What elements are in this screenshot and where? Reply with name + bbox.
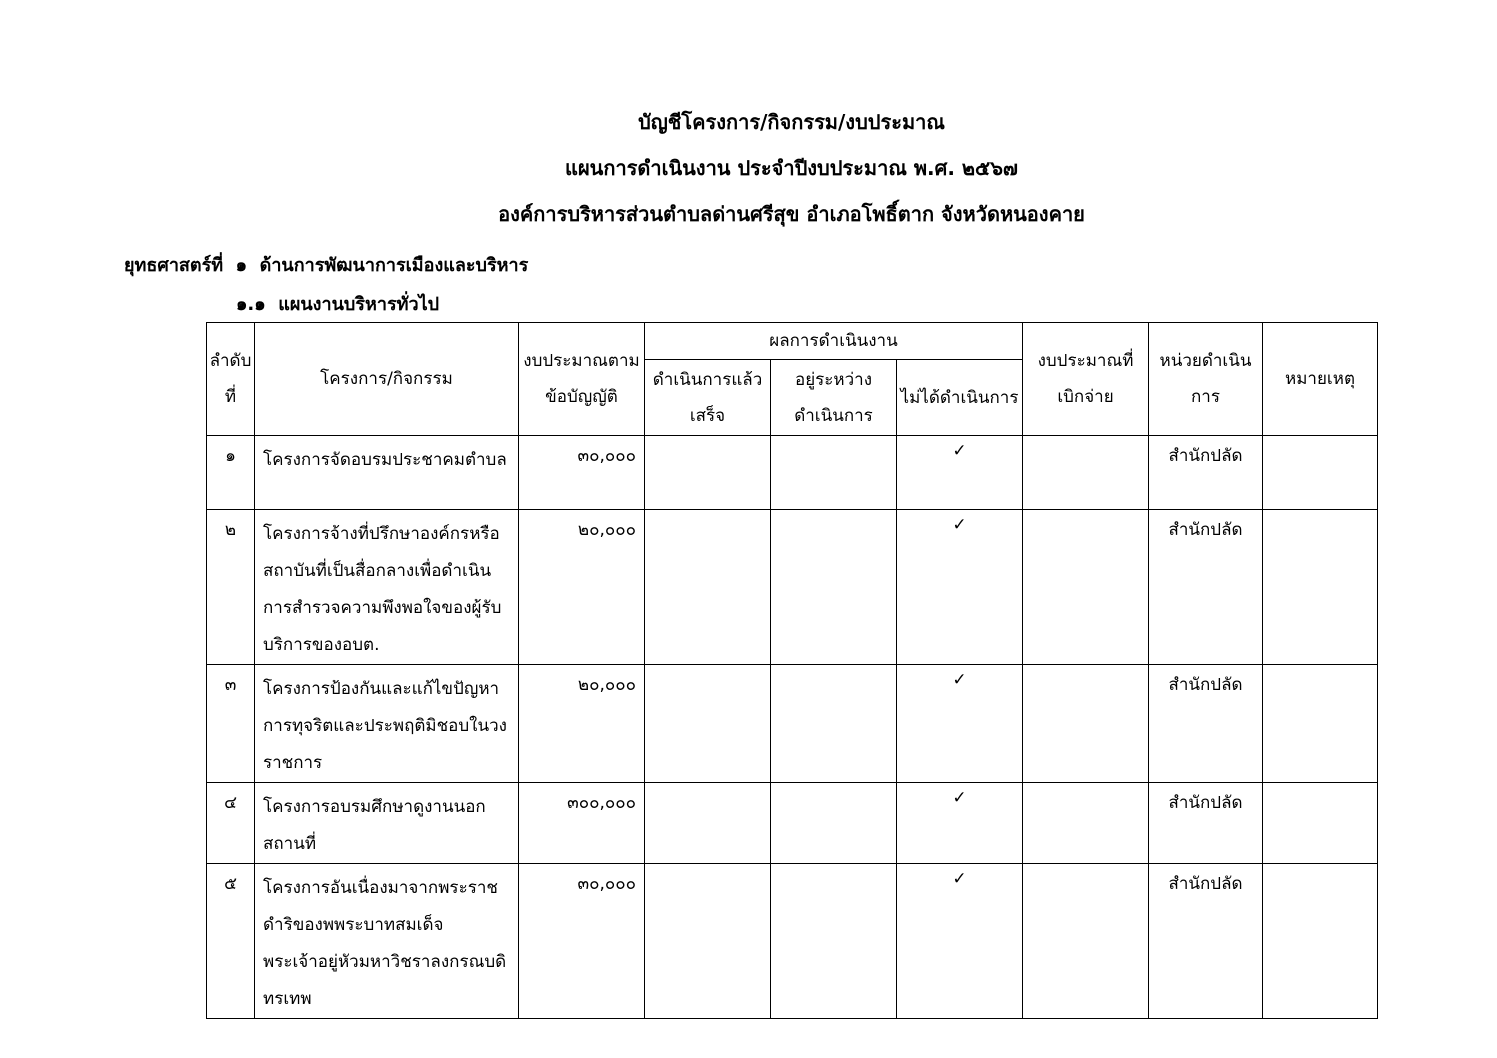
document-title-block	[0, 102, 1497, 240]
row-unit: สำนักปลัด	[1149, 783, 1263, 864]
title-line-1: บัญชีโครงการ/กิจกรรม/งบประมาณ	[638, 110, 945, 134]
header-budget: งบประมาณตามข้อบัญญัติ	[519, 323, 645, 436]
header-unit: หน่วยดำเนินการ	[1149, 323, 1263, 436]
check-mark-icon: ✓	[952, 788, 967, 808]
row-disbursed	[1023, 665, 1149, 783]
plan-heading: ๑.๑ แผนงานบริหารทั่วไป	[236, 294, 440, 315]
row-disbursed	[1023, 510, 1149, 665]
row-note	[1263, 510, 1378, 665]
row-project: โครงการจ้างที่ปรึกษาองค์กรหรือสถาบันที่เป็นสื่อกลางเพื่อดำเนินการสำรวจความพึงพอใจของผู้รับบริการของอบต.	[255, 510, 519, 665]
row-status-done	[645, 783, 771, 864]
check-mark-icon: ✓	[952, 670, 967, 690]
table-row	[207, 864, 1378, 1019]
row-budget: ๓๐,๐๐๐	[519, 436, 645, 510]
header-no: ลำดับที่	[207, 323, 255, 436]
header-not-done: ไม่ได้ดำเนินการ	[897, 360, 1023, 436]
row-project: โครงการป้องกันและแก้ไขปัญหาการทุจริตและประพฤติมิชอบในวงราชการ	[255, 665, 519, 783]
title-line-3: องค์การบริหารส่วนตำบลด่านศรีสุข อำเภอโพธิ์ตาก จังหวัดหนองคาย	[498, 202, 1085, 226]
row-project: โครงการอบรมศึกษาดูงานนอกสถานที่	[255, 783, 519, 864]
row-budget: ๓๐,๐๐๐	[519, 864, 645, 1019]
row-status-in-progress	[771, 665, 897, 783]
row-disbursed	[1023, 783, 1149, 864]
row-unit: สำนักปลัด	[1149, 864, 1263, 1019]
row-note	[1263, 665, 1378, 783]
table-row	[207, 783, 1378, 864]
row-status-done	[645, 665, 771, 783]
strategy-heading: ยุทธศาสตร์ที่ ๑ ด้านการพัฒนาการเมืองและบริหาร	[124, 255, 529, 276]
row-status-not-done	[897, 783, 1023, 864]
row-budget: ๒๐,๐๐๐	[519, 665, 645, 783]
header-note: หมายเหตุ	[1263, 323, 1378, 436]
row-status-done	[645, 864, 771, 1019]
row-disbursed	[1023, 864, 1149, 1019]
row-number: ๑	[207, 436, 255, 510]
check-mark-icon: ✓	[952, 441, 967, 461]
row-number: ๒	[207, 510, 255, 665]
row-note	[1263, 436, 1378, 510]
row-budget: ๒๐,๐๐๐	[519, 510, 645, 665]
table-row	[207, 665, 1378, 783]
row-status-not-done	[897, 510, 1023, 665]
row-unit: สำนักปลัด	[1149, 510, 1263, 665]
row-status-done	[645, 436, 771, 510]
title-line-2: แผนการดำเนินงาน ประจำปีงบประมาณ พ.ศ. ๒๕๖๗	[565, 156, 1018, 180]
header-result: ผลการดำเนินงาน	[645, 323, 1023, 360]
check-mark-icon: ✓	[952, 515, 967, 535]
table-row	[207, 436, 1378, 510]
row-unit: สำนักปลัด	[1149, 665, 1263, 783]
header-disbursed: งบประมาณที่เบิกจ่าย	[1023, 323, 1149, 436]
row-status-not-done	[897, 665, 1023, 783]
header-done: ดำเนินการแล้วเสร็จ	[645, 360, 771, 436]
row-project: โครงการอันเนื่องมาจากพระราชดำริของพพระบาทสมเด็จพระเจ้าอยู่หัวมหาวิชราลงกรณบดิทรเทพ	[255, 864, 519, 1019]
header-project: โครงการ/กิจกรรม	[255, 323, 519, 436]
row-status-in-progress	[771, 510, 897, 665]
row-status-not-done	[897, 436, 1023, 510]
row-unit: สำนักปลัด	[1149, 436, 1263, 510]
row-budget: ๓๐๐,๐๐๐	[519, 783, 645, 864]
table-row	[207, 510, 1378, 665]
check-mark-icon: ✓	[952, 869, 967, 889]
row-status-in-progress	[771, 864, 897, 1019]
row-status-not-done	[897, 864, 1023, 1019]
table-body	[207, 436, 1378, 1019]
row-number: ๕	[207, 864, 255, 1019]
project-table	[206, 322, 1378, 1019]
header-in-progress: อยู่ระหว่างดำเนินการ	[771, 360, 897, 436]
row-number: ๓	[207, 665, 255, 783]
row-status-done	[645, 510, 771, 665]
row-note	[1263, 864, 1378, 1019]
row-disbursed	[1023, 436, 1149, 510]
row-project: โครงการจัดอบรมประชาคมตำบล	[255, 436, 519, 510]
row-status-in-progress	[771, 783, 897, 864]
row-number: ๔	[207, 783, 255, 864]
row-note	[1263, 783, 1378, 864]
row-status-in-progress	[771, 436, 897, 510]
